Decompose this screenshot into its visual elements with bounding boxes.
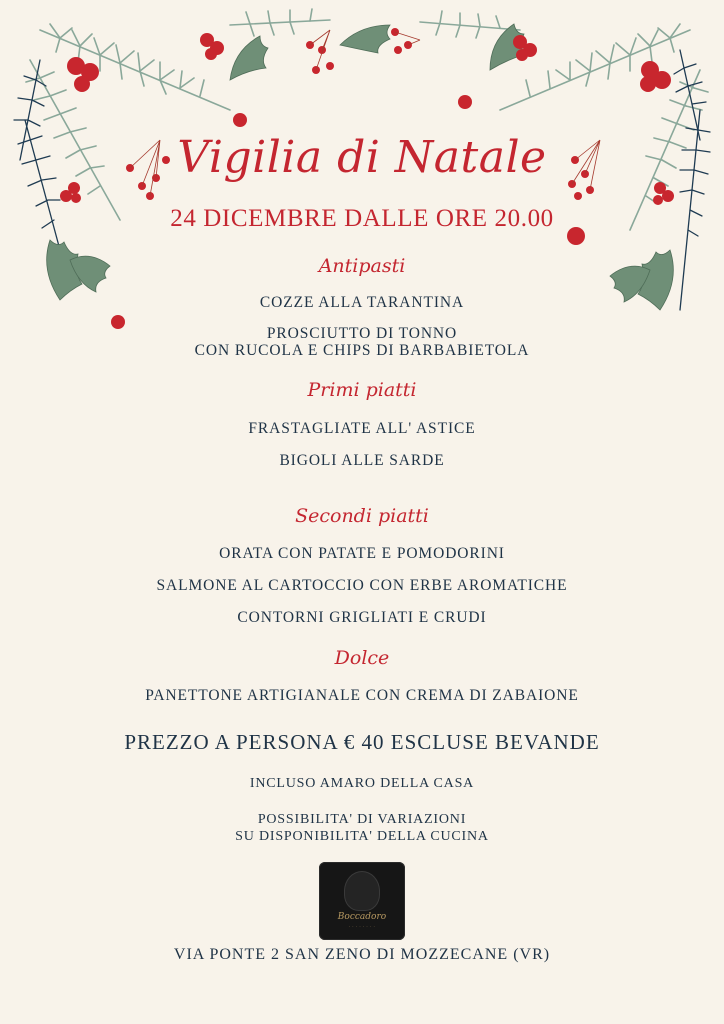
price-line: PREZZO A PERSONA € 40 ESCLUSE BEVANDE [124, 730, 600, 754]
logo-emblem-icon [345, 872, 379, 910]
restaurant-address: VIA PONTE 2 SAN ZENO DI MOZZECANE (VR) [173, 946, 551, 963]
dish-item: COZZE ALLA TARANTINA [259, 294, 465, 311]
dish-item: CON RUCOLA E CHIPS DI BARBABIETOLA [194, 342, 530, 359]
dish-item: SALMONE AL CARTOCCIO CON ERBE AROMATICHE [156, 577, 568, 594]
section-heading-primi: Primi piatti [307, 379, 417, 401]
logo-wordmark: Boccadoro [337, 912, 387, 922]
note-line: SU DISPONIBILITA' DELLA CUCINA [235, 829, 489, 844]
section-heading-antipasti: Antipasti [318, 255, 406, 277]
dish-item: CONTORNI GRIGLIATI E CRUDI [237, 609, 487, 626]
note-line: POSSIBILITA' DI VARIAZIONI [257, 812, 467, 827]
section-heading-dolce: Dolce [334, 647, 390, 669]
dish-item: FRASTAGLIATE ALL' ASTICE [248, 420, 476, 437]
dish-item: PROSCIUTTO DI TONNO [266, 325, 458, 342]
dish-item: PANETTONE ARTIGIANALE CON CREMA DI ZABAIONE [145, 687, 579, 704]
section-heading-secondi: Secondi piatti [295, 505, 429, 527]
note-line: INCLUSO AMARO DELLA CASA [249, 776, 475, 791]
dish-item: ORATA CON PATATE E POMODORINI [219, 545, 505, 562]
logo-tagline: · · · · · · · · [348, 924, 376, 929]
menu-title: Vigilia di Natale [177, 132, 547, 183]
dish-item: BIGOLI ALLE SARDE [279, 452, 445, 469]
restaurant-logo [319, 862, 405, 940]
event-date: 24 DICEMBRE DALLE ORE 20.00 [170, 205, 554, 232]
